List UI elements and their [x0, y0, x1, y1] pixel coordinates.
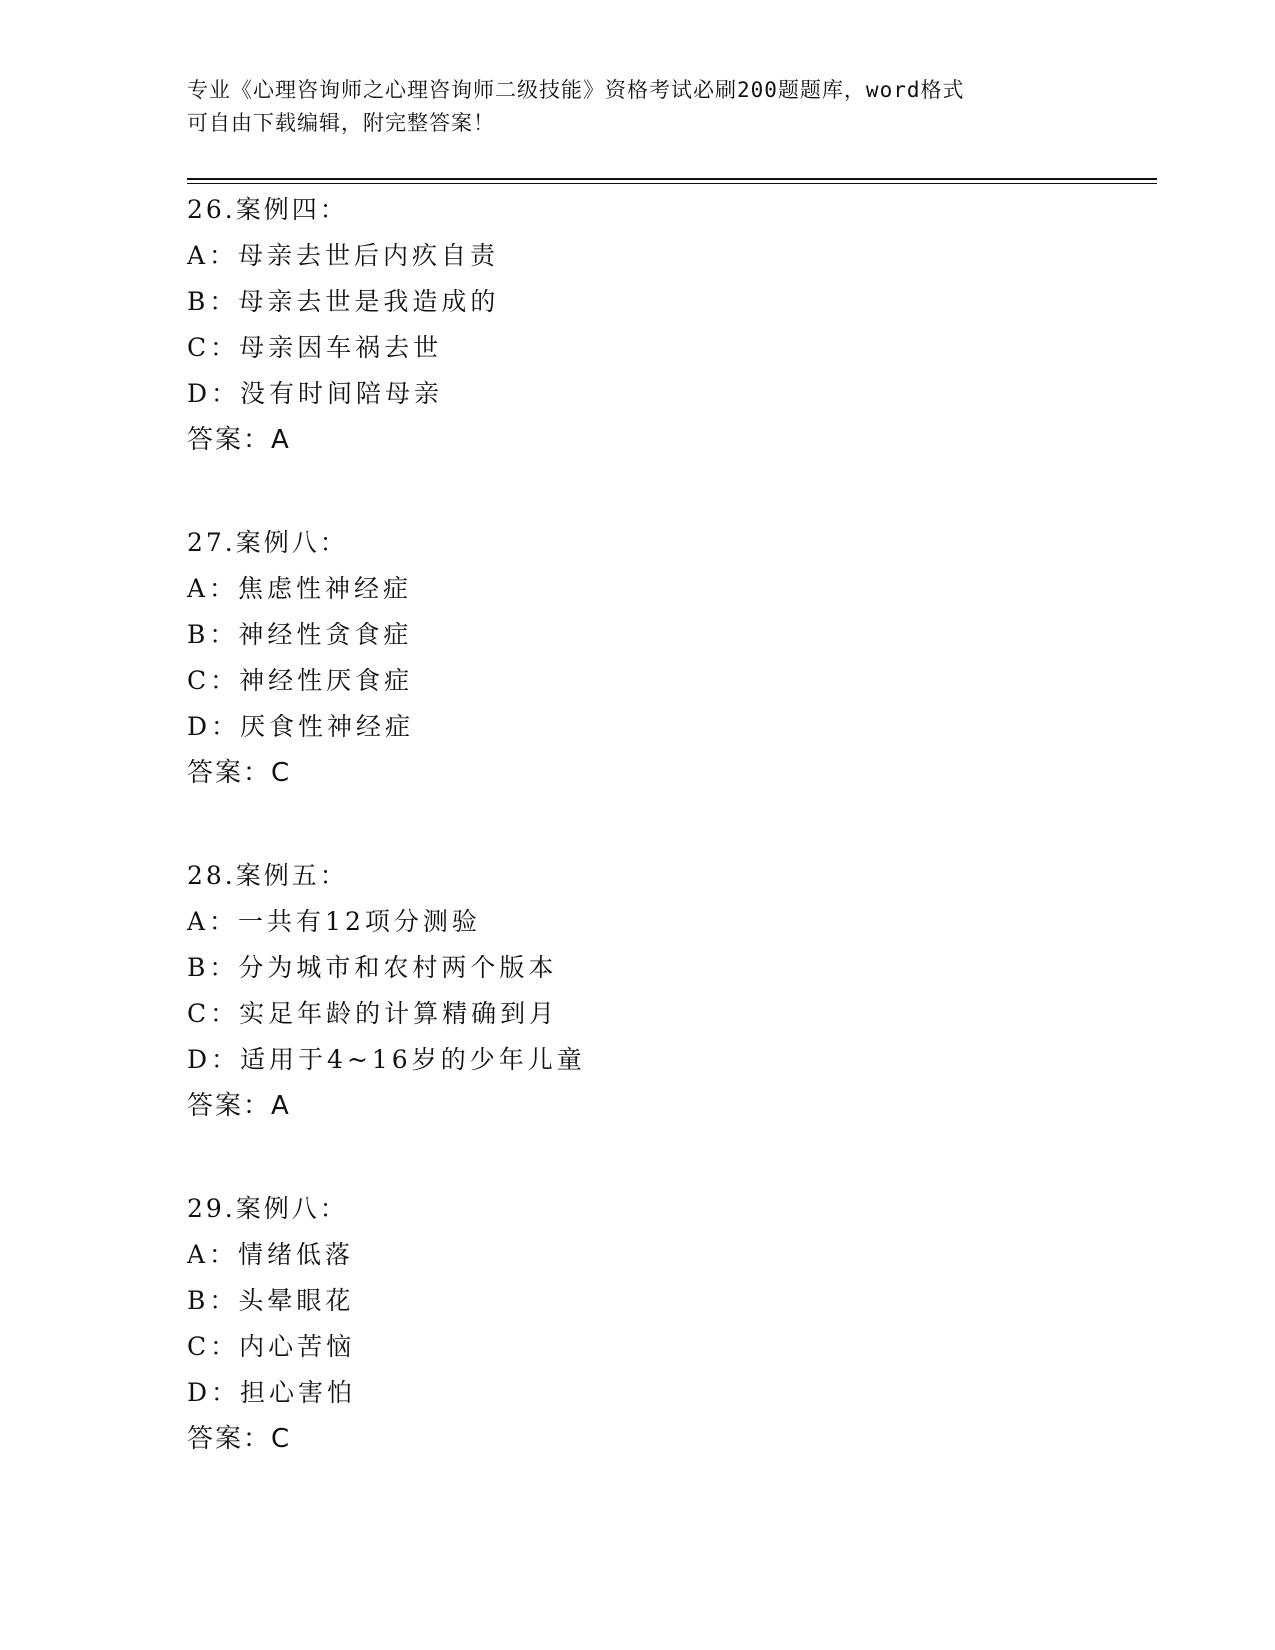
question-list	[187, 187, 1157, 1519]
option-d: D：没有时间陪母亲	[187, 379, 444, 408]
header-divider	[187, 178, 1157, 184]
answer-text: 答案：C	[187, 1424, 292, 1454]
answer-text: 答案：A	[187, 1091, 291, 1121]
header-line-1: 专业《心理咨询师之心理咨询师二级技能》资格考试必刷200题题库，word格式	[187, 78, 965, 102]
option-c: C：实足年龄的计算精确到月	[187, 999, 559, 1028]
option-a: A：母亲去世后内疚自责	[187, 241, 500, 270]
question-26	[187, 187, 1157, 463]
option-a: A：情绪低落	[187, 1240, 355, 1269]
option-d: D：适用于4~16岁的少年儿童	[187, 1045, 586, 1074]
option-b: B：头晕眼花	[187, 1286, 355, 1315]
option-a: A：焦虑性神经症	[187, 574, 413, 603]
answer-text: 答案：A	[187, 425, 291, 455]
question-27	[187, 520, 1157, 796]
option-b: B：神经性贪食症	[187, 620, 413, 649]
option-b: B：分为城市和农村两个版本	[187, 953, 558, 982]
option-c: C：内心苦恼	[187, 1332, 356, 1361]
question-29	[187, 1186, 1157, 1462]
option-c: C：神经性厌食症	[187, 666, 414, 695]
answer-text: 答案：C	[187, 758, 292, 788]
question-28	[187, 853, 1157, 1129]
option-a: A：一共有12项分测验	[187, 907, 481, 936]
question-title: 29.案例八：	[187, 1194, 348, 1223]
option-b: B：母亲去世是我造成的	[187, 287, 500, 316]
question-title: 26.案例四：	[187, 195, 348, 224]
question-title: 27.案例八：	[187, 528, 348, 557]
option-d: D：担心害怕	[187, 1378, 357, 1407]
option-c: C：母亲因车祸去世	[187, 333, 443, 362]
document-header	[187, 74, 1087, 140]
header-line-2: 可自由下载编辑，附完整答案！	[187, 111, 495, 135]
question-title: 28.案例五：	[187, 861, 348, 890]
option-d: D：厌食性神经症	[187, 712, 415, 741]
